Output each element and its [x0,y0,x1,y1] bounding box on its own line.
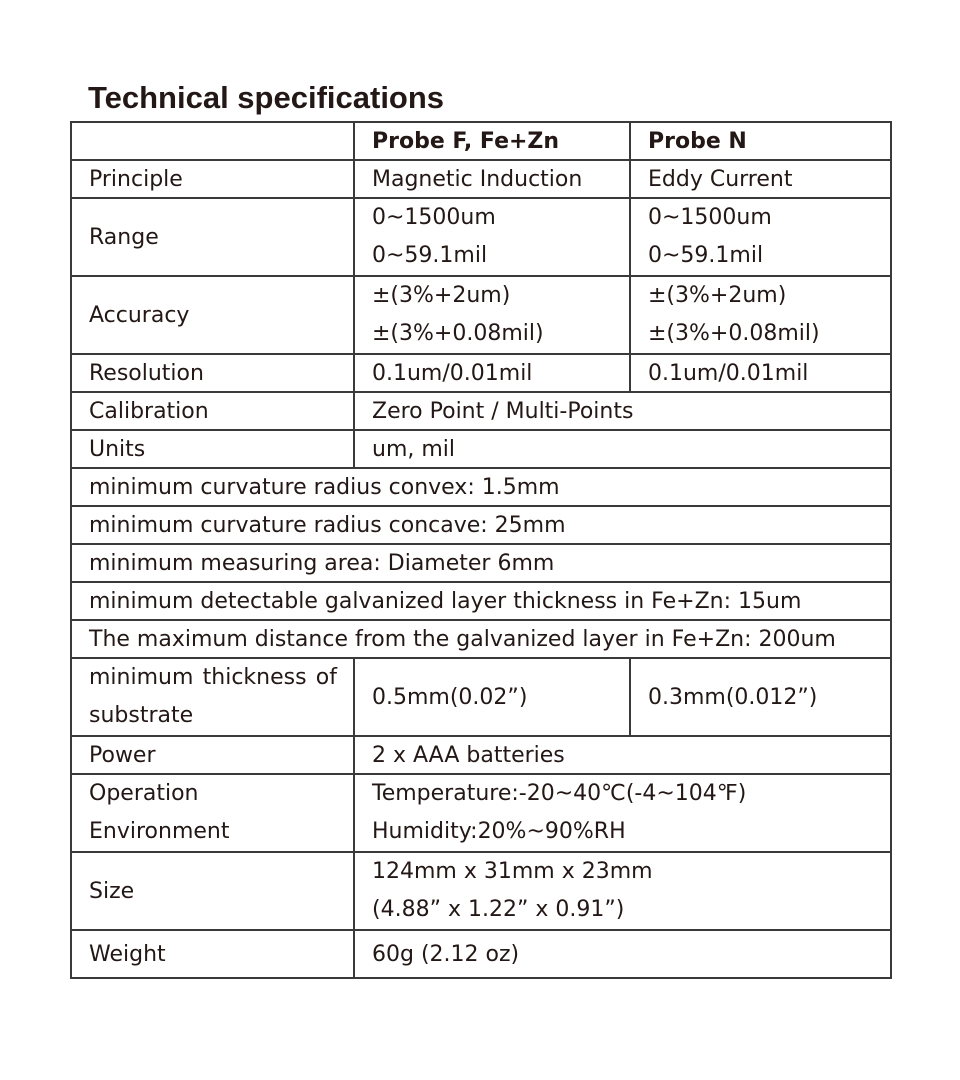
header-cell-empty [71,122,354,160]
environment-label-line2: Environment [89,819,230,844]
full-row-cell: minimum curvature radius convex: 1.5mm [71,468,891,506]
accuracy-n-line2: ±(3%+0.08mil) [648,321,820,346]
cell-probe-n: Eddy Current [630,160,891,198]
environment-label-line1: Operation [89,781,199,806]
range-n-line2: 0~59.1mil [648,243,764,268]
row-label: Weight [71,930,354,978]
table-row-calibration [71,392,891,430]
environment-temperature: Temperature:-20~40℃(-4~104℉) [372,781,747,806]
page-title: Technical specifications [88,80,445,115]
table-row-principle [71,160,891,198]
cell-value: 2 x AAA batteries [354,736,891,774]
environment-humidity: Humidity:20%~90%RH [372,819,626,844]
cell-probe-f: 0.1um/0.01mil [354,354,630,392]
full-row-cell: minimum measuring area: Diameter 6mm [71,544,891,582]
table-row-resolution [71,354,891,392]
table-header-row [71,122,891,160]
table-row-full [71,544,891,582]
header-probe-n: Probe N [630,122,891,160]
substrate-label-line1: minimum thickness of [89,665,337,690]
row-label: Size [71,852,354,930]
table-row-full [71,582,891,620]
table-row-full [71,506,891,544]
header-probe-f: Probe F, Fe+Zn [354,122,630,160]
cell-probe-f [354,276,630,354]
table-row-weight [71,930,891,978]
row-label [71,658,354,736]
row-label: Range [71,198,354,276]
full-row-cell: The maximum distance from the galvanized layer in Fe+Zn: 200um [71,620,891,658]
table-row-environment [71,774,891,852]
range-f-line2: 0~59.1mil [372,243,488,268]
accuracy-f-line1: ±(3%+2um) [372,283,511,308]
full-row-cell: minimum curvature radius concave: 25mm [71,506,891,544]
table-row-power [71,736,891,774]
cell-probe-n [630,198,891,276]
table-row-accuracy [71,276,891,354]
row-label: Resolution [71,354,354,392]
table-row-range [71,198,891,276]
row-label: Power [71,736,354,774]
cell-probe-n: 0.1um/0.01mil [630,354,891,392]
cell-value [354,774,891,852]
cell-probe-f [354,198,630,276]
row-label [71,774,354,852]
accuracy-n-line1: ±(3%+2um) [648,283,787,308]
row-label: Accuracy [71,276,354,354]
cell-probe-f: Magnetic Induction [354,160,630,198]
specifications-table [70,121,892,979]
table-row-substrate [71,658,891,736]
cell-value: Zero Point / Multi-Points [354,392,891,430]
table-row-full [71,468,891,506]
table-row-units [71,430,891,468]
range-n-line1: 0~1500um [648,205,772,230]
size-metric: 124mm x 31mm x 23mm [372,859,653,884]
cell-probe-f: 0.5mm(0.02”) [354,658,630,736]
cell-value [354,852,891,930]
accuracy-f-line2: ±(3%+0.08mil) [372,321,544,346]
row-label: Units [71,430,354,468]
size-imperial: (4.88” x 1.22” x 0.91”) [372,897,625,922]
substrate-label-line2: substrate [89,703,194,728]
cell-value: um, mil [354,430,891,468]
range-f-line1: 0~1500um [372,205,496,230]
cell-probe-n: 0.3mm(0.012”) [630,658,891,736]
cell-value: 60g (2.12 oz) [354,930,891,978]
table-row-full [71,620,891,658]
row-label: Calibration [71,392,354,430]
full-row-cell: minimum detectable galvanized layer thickness in Fe+Zn: 15um [71,582,891,620]
table-row-size [71,852,891,930]
row-label: Principle [71,160,354,198]
cell-probe-n [630,276,891,354]
